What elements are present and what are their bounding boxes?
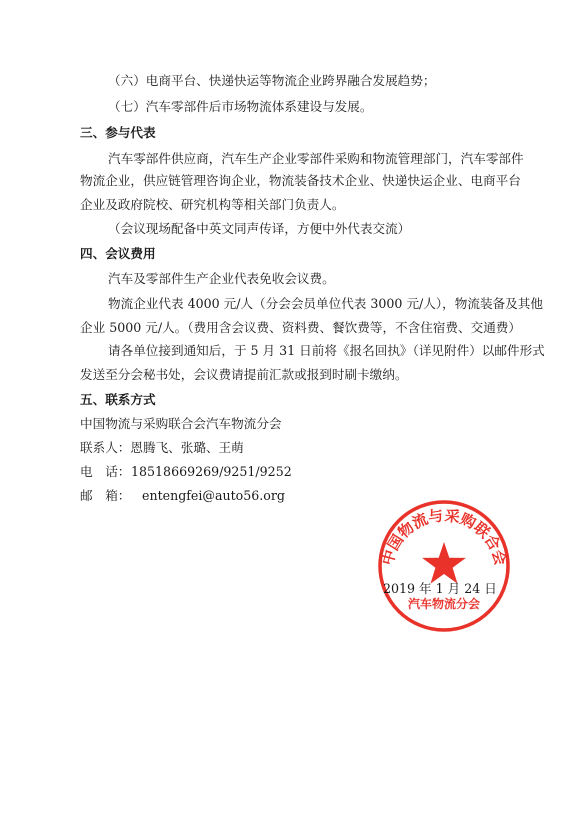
seal-ring-text: 中国物流与采购联合会	[378, 506, 510, 568]
item-seven: （七）汽车零部件后市场物流体系建设与发展。	[108, 99, 373, 114]
email-value: entengfei@auto56.org	[142, 488, 285, 503]
notice-line-2: 发送至分会秘书处，会议费请提前汇款或报到时刷卡缴纳。	[80, 367, 408, 382]
phone	[80, 464, 507, 480]
phone-value: 18518669269/9251/9252	[131, 464, 292, 479]
contact-label: 联系人：	[80, 440, 131, 455]
participants-line-2: 物流企业，供应链管理咨询企业，物流装备技术企业、快递快运企业、电商平台	[80, 173, 521, 188]
participants-line-3: 企业及政府院校、研究机构等相关部门负责人。	[80, 197, 345, 212]
org-name: 中国物流与采购联合会汽车物流分会	[80, 416, 282, 431]
item-six: （六）电商平台、快递快运等物流企业跨界融合发展趋势；	[108, 73, 436, 88]
official-seal	[376, 498, 512, 634]
contact-person	[80, 440, 507, 456]
translation-note: （会议现场配备中英文同声传译，方便中外代表交流）	[108, 221, 411, 236]
participants-line-1: 汽车零部件供应商，汽车生产企业零部件采购和物流管理部门，汽车零部件	[108, 151, 524, 166]
issue-date: 2019 年 1 月 24 日	[383, 581, 497, 596]
email-label: 邮 箱：	[80, 488, 131, 503]
fees-line-free: 汽车及零部件生产企业代表免收会议费。	[108, 271, 335, 286]
fees-line-1: 物流企业代表 4000 元/人（分会会员单位代表 3000 元/人），物流装备及其他	[108, 296, 543, 311]
section-heading-contact: 五、联系方式	[80, 392, 156, 407]
section-heading-fees: 四、会议费用	[80, 246, 156, 261]
seal-bottom-text: 汽车物流分会	[407, 597, 481, 611]
section-heading-participants: 三、参与代表	[80, 125, 156, 140]
phone-label: 电 话：	[80, 464, 131, 479]
fees-line-2: 企业 5000 元/人。（费用含会议费、资料费、餐饮费等，不含住宿费、交通费）	[80, 320, 521, 335]
notice-line-1: 请各单位接到通知后，于 5 月 31 日前将《报名回执》（详见附件）以邮件形式	[108, 343, 545, 358]
seal-star	[422, 542, 466, 584]
contact-value: 恩腾飞、张璐、王萌	[130, 440, 244, 455]
